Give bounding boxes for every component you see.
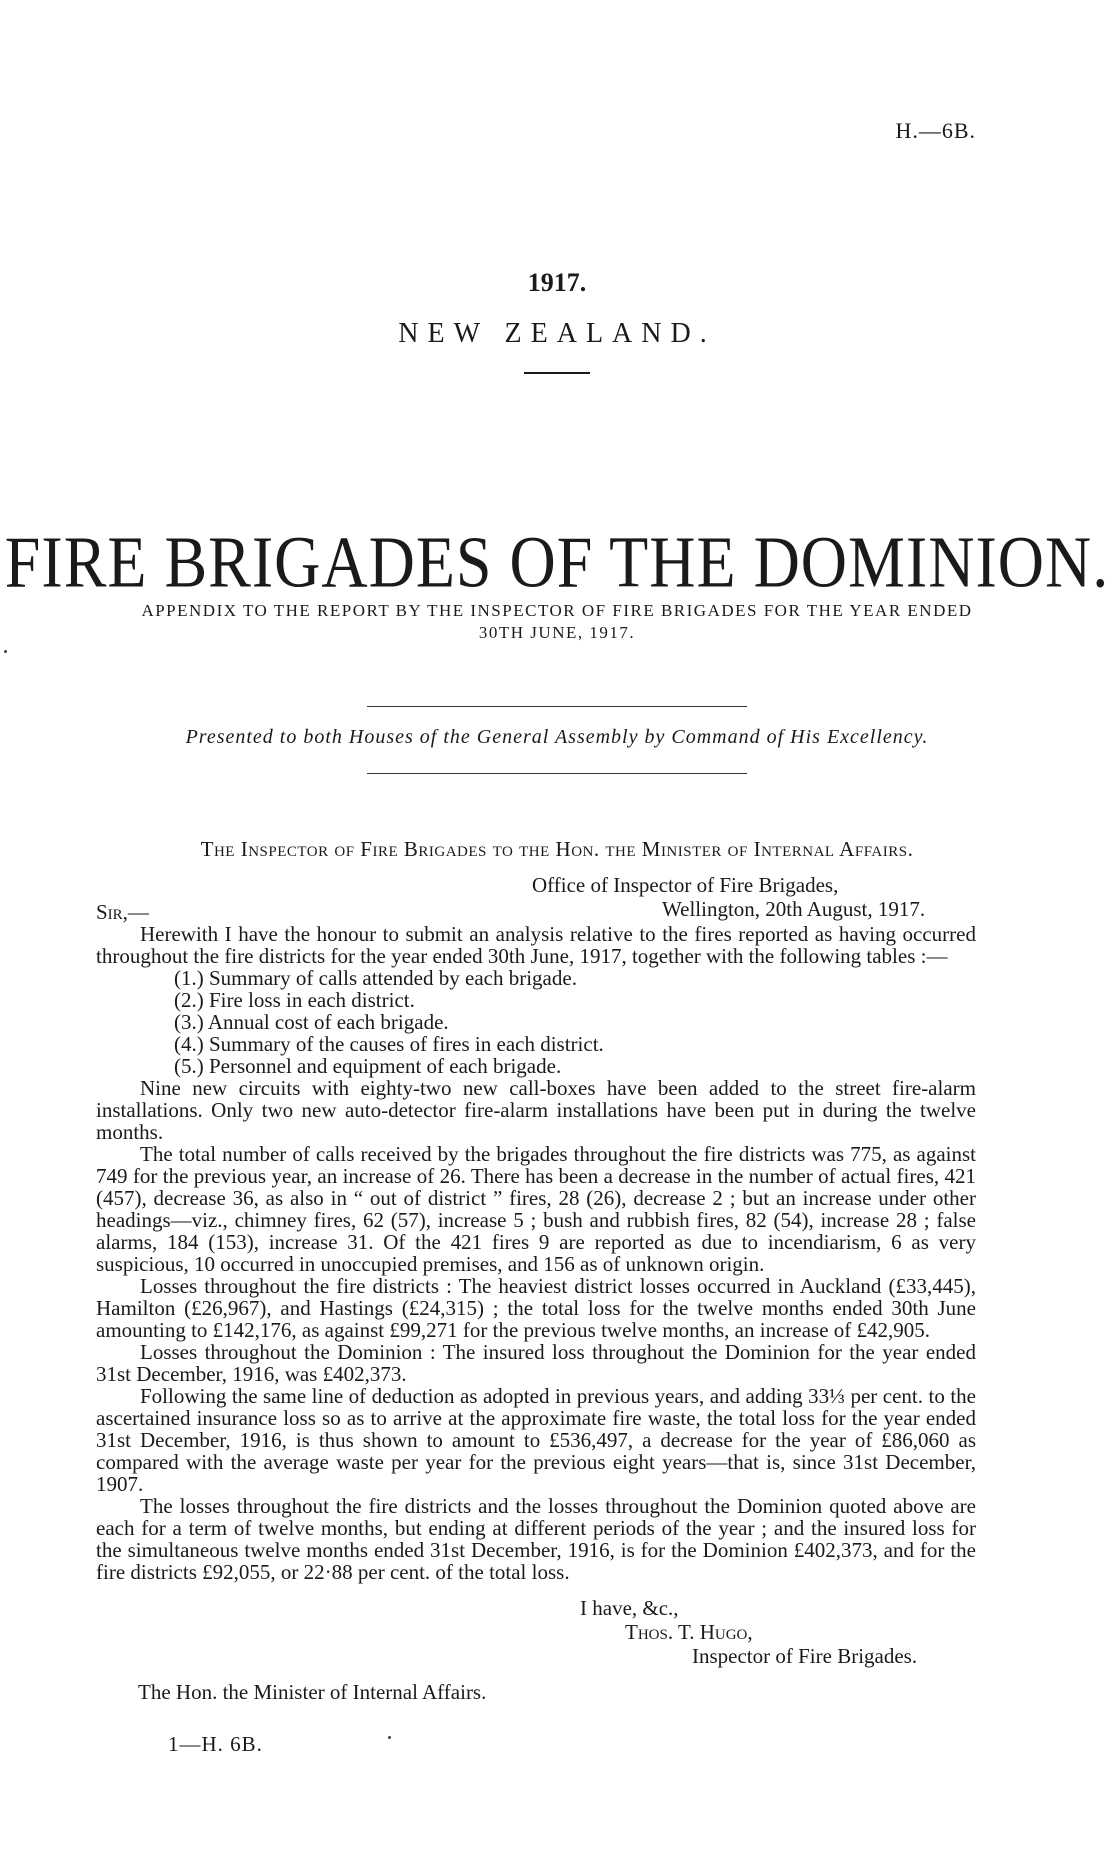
- divider-short: [524, 372, 590, 374]
- office-address: Office of Inspector of Fire Brigades,: [532, 873, 839, 897]
- paragraph-dominion-losses: Losses throughout the Dominion : The insured loss throughout the Dominion for the year ended 31st December, 1916, was £402,373.: [96, 1340, 976, 1386]
- list-item: (3.) Annual cost of each brigade.: [174, 1010, 449, 1034]
- paragraph-calls: The total number of calls received by the brigades throughout the fire districts was 775, as against 749 for the previous year, an increase of 26. There has been a decrease in the number of actual fires, 421 (457), decrease 36, as also in “ out of district ” fires, 28 (26), decrease 2 ; but an increase under other headings—viz., chimney fires, 62 (57), increase 5 ; bush and rubbish fires, 82 (54), increase 28 ; false alarms, 184 (153), increase 31. Of the 421 fires 9 are reported as due to incendiarism, 6 as very suspicious, 10 occurred in unoccupied premises, and 156 as of unknown origin.: [96, 1142, 976, 1276]
- year: 1917.: [527, 268, 587, 297]
- document-reference: H.—6B.: [895, 118, 976, 143]
- salutation: Sir,—: [96, 900, 149, 924]
- signatory-title: Inspector of Fire Brigades.: [692, 1644, 918, 1668]
- signatory-name: Thos. T. Hugo,: [625, 1620, 753, 1644]
- country-heading: NEW ZEALAND.: [398, 318, 716, 349]
- divider-upper: [367, 706, 747, 707]
- tables-list: [96, 967, 976, 1077]
- paragraph-fire-waste: Following the same line of deduction as adopted in previous years, and adding 33⅓ per cent. to the ascertained insurance loss so as to arrive at the approximate fire waste, the total loss for the year ended 31st December, 1916, is thus shown to amount to £536,497, a decrease for the year of £86,060 as compared with the average waste per year for the previous eight years—that is, since 31st December, 1907.: [96, 1384, 976, 1496]
- page-mark: 1—H. 6B.: [168, 1732, 263, 1756]
- presented-line: Presented to both Houses of the General Assembly by Command of His Excellency.: [185, 726, 929, 748]
- list-item: (5.) Personnel and equipment of each brigade.: [174, 1054, 562, 1078]
- letter-body: [96, 923, 976, 1583]
- paragraph-alarms: Nine new circuits with eighty-two new call-boxes have been added to the street fire-alarm installations. Only two new auto-detector fire-alarm installations have been put in during the twelve months.: [96, 1076, 976, 1144]
- addressee: The Hon. the Minister of Internal Affairs.: [138, 1680, 487, 1704]
- list-item: (4.) Summary of the causes of fires in each district.: [174, 1032, 604, 1056]
- list-item: (1.) Summary of calls attended by each brigade.: [174, 966, 577, 990]
- intro-paragraph: Herewith I have the honour to submit an analysis relative to the fires reported as having occurred throughout the fire districts for the year ended 30th June, 1917, together with the following tables :—: [96, 922, 976, 968]
- print-speck: [4, 650, 7, 653]
- paragraph-comparison: The losses throughout the fire districts and the losses throughout the Dominion quoted above are each for a term of twelve months, but ending at different periods of the year ; and the insured loss for the simultaneous twelve months ended 31st December, 1916, is for the Dominion £402,373, and for the fire districts £92,055, or 22·88 per cent. of the total loss.: [96, 1494, 976, 1584]
- divider-lower: [367, 773, 747, 774]
- closing: I have, &c.,: [580, 1596, 679, 1620]
- document-title: FIRE BRIGADES OF THE DOMINION.: [4, 521, 1110, 603]
- letter-heading: The Inspector of Fire Brigades to the Hon. the Minister of Internal Affairs.: [200, 837, 914, 861]
- document-subtitle: APPENDIX TO THE REPORT BY THE INSPECTOR OF FIRE BRIGADES FOR THE YEAR ENDED 30TH JUNE, 1917.: [141, 601, 973, 642]
- letter-date: Wellington, 20th August, 1917.: [662, 897, 926, 921]
- paragraph-district-losses: Losses throughout the fire districts : The heaviest district losses occurred in Auckland (£33,445), Hamilton (£26,967), and Hastings (£24,315) ; the total loss for the twelve months ended 30th June amounting to £142,176, as against £99,271 for the previous twelve months, an increase of £42,905.: [96, 1274, 976, 1342]
- list-item: (2.) Fire loss in each district.: [174, 988, 415, 1012]
- print-speck: [388, 1736, 391, 1739]
